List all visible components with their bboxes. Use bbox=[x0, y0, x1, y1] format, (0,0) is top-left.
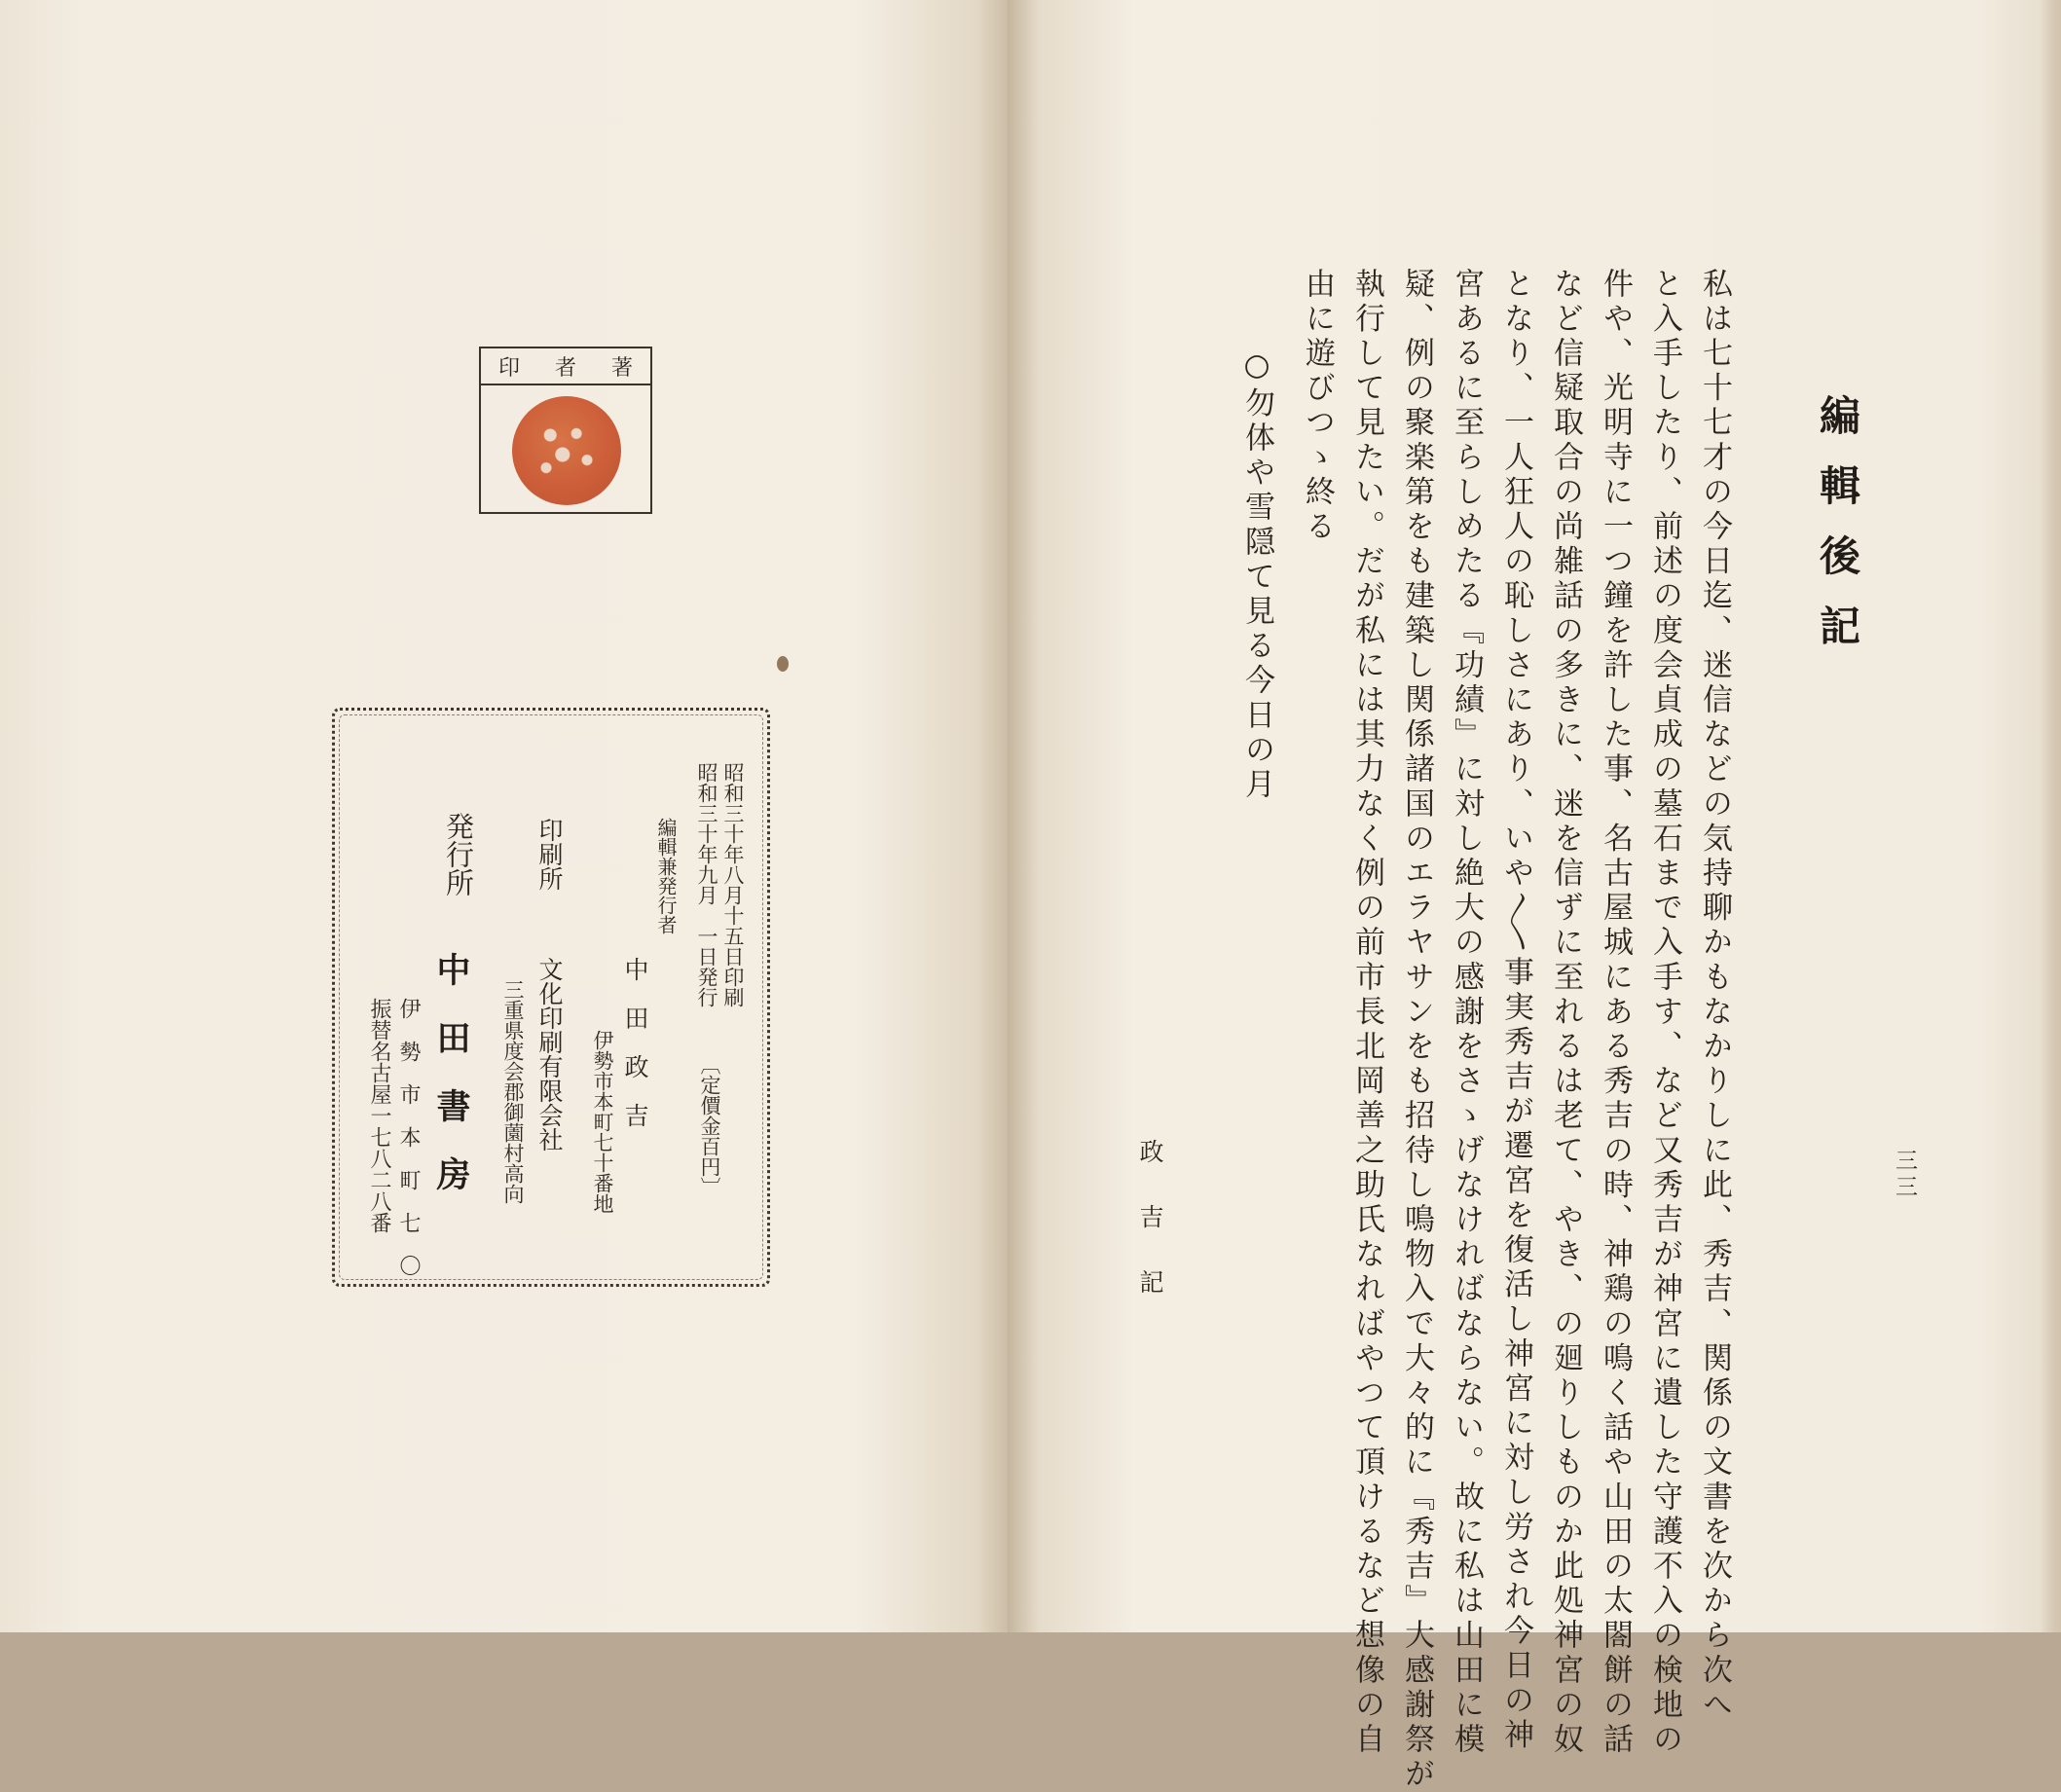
publisher-name: 中 田 書 房 bbox=[431, 952, 471, 1190]
print-date: 昭和三十年八月十五日印刷 bbox=[721, 762, 745, 1007]
body-column-1: 私は七十七才の今日迄、迷信などの気持聊かもなかりしに此、秀吉、関係の文書を次から次へ bbox=[1697, 268, 1732, 1724]
ink-spot bbox=[777, 656, 789, 672]
body-column-7: 疑、例の聚楽第をも建築し関係諸国のエラヤサンをも招待し鳴物入で大々的に『秀吉』大感謝祭が bbox=[1399, 268, 1434, 1792]
printer-label: 印刷所 bbox=[535, 818, 564, 891]
right-page bbox=[1008, 0, 2061, 1792]
seal-header-char: 印 bbox=[497, 355, 520, 381]
haiku-line: ○勿体や雪隠て見る今日の月 bbox=[1239, 347, 1274, 803]
printer-address: 三重県度会郡御薗村高向 bbox=[501, 979, 525, 1204]
publisher-account: 振替名古屋一七八二八番 bbox=[367, 998, 391, 1233]
left-page bbox=[0, 0, 1008, 1632]
publisher-label: 発行所 bbox=[442, 812, 475, 896]
body-column-5: となり、一人狂人の恥しさにあり、いや〳〵事実秀吉が遷宮を復活し神宮に対し労され今日の神 bbox=[1498, 268, 1533, 1754]
editor-name: 中 田 政 吉 bbox=[621, 957, 649, 1127]
body-column-2: と入手したり、前述の度会貞成の墓石まで入手す、など又秀吉が神宮に遺した守護不入の検地の bbox=[1647, 268, 1682, 1758]
seal-header-char: 著 bbox=[610, 355, 633, 381]
seal-header-char: 者 bbox=[554, 355, 576, 381]
body-column-3: 件や、光明寺に一つ鐘を許した事、名古屋城にある秀吉の時、神鶏の鳴く話や山田の太閤餅の話 bbox=[1598, 268, 1633, 1758]
printer-name: 文化印刷有限会社 bbox=[535, 957, 564, 1152]
price-label: 〔定價金百円〕 bbox=[698, 1054, 721, 1197]
page-number: 三三 bbox=[1892, 1149, 1917, 1201]
issue-date: 昭和三十年九月 一日発行 bbox=[695, 762, 718, 1007]
seal-header bbox=[481, 348, 650, 385]
colophon-frame bbox=[332, 708, 770, 1287]
author-seal-box bbox=[479, 347, 652, 514]
body-column-8: 執行して見たい。だが私には其力なく例の前市長北岡善之助氏なればやつて頂けるなど想像の自 bbox=[1349, 268, 1384, 1758]
page-title: 編輯後記 bbox=[1814, 394, 1861, 675]
red-seal-stamp bbox=[512, 396, 621, 505]
editor-address: 伊勢市本町七十番地 bbox=[591, 1030, 614, 1214]
author-signature: 政吉記 bbox=[1136, 1139, 1164, 1335]
editor-label: 編輯兼発行者 bbox=[654, 818, 678, 934]
body-column-9: 由に遊びつゝ終る bbox=[1300, 268, 1335, 545]
body-column-6: 宮あるに至らしめたる『功績』に対し絶大の感謝をさゝげなければならない。故に私は山田に模 bbox=[1449, 268, 1484, 1758]
body-column-4: など信疑取合の尚雑話の多きに、迷を信ずに至れるは老て、やき、の廻りしものか此処神宮の奴 bbox=[1548, 268, 1583, 1758]
publisher-address: 伊 勢 市 本 町 七 〇 bbox=[396, 998, 421, 1276]
